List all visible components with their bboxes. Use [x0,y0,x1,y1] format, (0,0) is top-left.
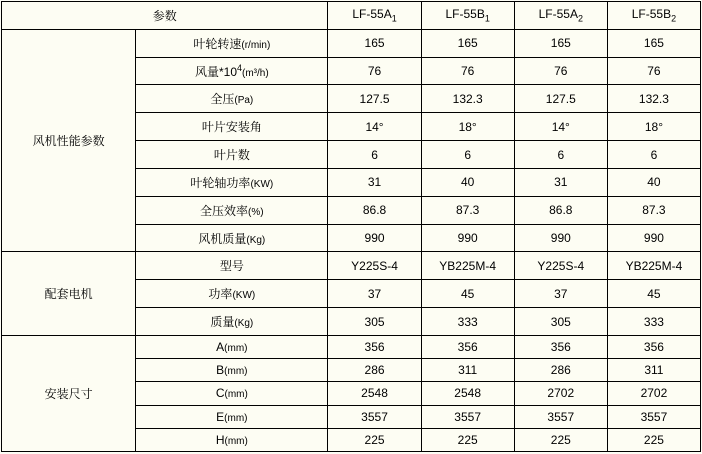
cell-value: 6 [607,141,700,169]
row-label [136,359,328,382]
group-label-3: 安装尺寸 [2,335,136,451]
header-model-1 [328,2,421,30]
row-label-unit: (Kg) [246,234,266,246]
row-label-text: 叶轮转速 [193,36,242,51]
row-label-unit: (r/min) [241,39,271,51]
cell-value: 76 [607,57,700,85]
row-label-unit: (mm) [224,343,248,355]
cell-value: 356 [328,335,421,358]
row-label-unit: (Kg) [234,318,254,330]
cell-value: 14° [514,113,607,141]
cell-value: Y225S-4 [328,252,421,280]
cell-value: 76 [328,57,421,85]
row-label [136,280,328,308]
model-subscript: 2 [671,13,677,24]
row-label-text: C [215,386,225,401]
cell-value: 132.3 [607,85,700,113]
row-label [136,113,328,141]
row-label [136,85,328,113]
cell-value: 87.3 [421,196,514,224]
row-label-unit: (KW) [250,178,274,190]
cell-value: 14° [328,113,421,141]
cell-value: 6 [421,141,514,169]
cell-value: 165 [328,29,421,57]
row-label-unit: (mm) [224,389,248,401]
cell-value: 76 [514,57,607,85]
cell-value: 165 [514,29,607,57]
table-row [2,29,701,57]
row-label-text: A [216,340,225,355]
group-label-2: 配套电机 [2,252,136,335]
cell-value: 305 [514,308,607,336]
row-label [136,141,328,169]
cell-value: 311 [421,359,514,382]
row-label-text: B [216,363,225,378]
cell-value: 31 [328,168,421,196]
cell-value: 2702 [607,382,700,405]
model-subscript: 1 [391,13,397,24]
cell-value: 990 [328,224,421,252]
row-label-text: H [215,432,225,447]
cell-value: YB225M-4 [607,252,700,280]
cell-value: 356 [514,335,607,358]
row-label [136,335,328,358]
cell-value: 6 [328,141,421,169]
row-label-text: E [216,409,225,424]
cell-value: YB225M-4 [421,252,514,280]
cell-value: 87.3 [607,196,700,224]
cell-value: 45 [421,280,514,308]
cell-value: 3557 [514,405,607,428]
header-model-4 [607,2,700,30]
cell-value: 132.3 [421,85,514,113]
cell-value: 356 [607,335,700,358]
cell-value: 31 [514,168,607,196]
row-label-text: 风机质量 [198,231,247,246]
row-label-text: 叶片安装角 [201,120,262,135]
row-label [136,252,328,280]
cell-value: 40 [421,168,514,196]
cell-value: 37 [514,280,607,308]
cell-value: 3557 [421,405,514,428]
cell-value: 286 [514,359,607,382]
cell-value: 86.8 [328,196,421,224]
row-label [136,428,328,451]
header-parameter-label: 参数 [2,2,328,30]
cell-value: 225 [421,428,514,451]
cell-value: 37 [328,280,421,308]
row-label-unit: (KW) [232,290,256,302]
row-label-unit: (mm) [224,412,248,424]
row-label-text: 叶轮轴功率 [190,175,251,190]
table-row [2,252,701,280]
cell-value: 86.8 [514,196,607,224]
cell-value: 356 [421,335,514,358]
cell-value: 18° [421,113,514,141]
cell-value: 2702 [514,382,607,405]
row-label-text: 质量 [210,315,235,330]
cell-value: 3557 [607,405,700,428]
row-label-unit: (mm) [224,435,248,447]
row-label [136,168,328,196]
cell-value: 225 [607,428,700,451]
row-label-text: 风量*10 [194,64,237,79]
cell-value: Y225S-4 [514,252,607,280]
cell-value: 76 [421,57,514,85]
cell-value: 225 [514,428,607,451]
row-label-text: 全压 [210,92,235,107]
model-base: LF-55B [445,7,485,22]
row-label-exponent: 4 [237,62,243,73]
row-label [136,308,328,336]
row-label-text: 功率 [208,287,233,302]
cell-value: 127.5 [514,85,607,113]
cell-value: 311 [607,359,700,382]
cell-value: 2548 [328,382,421,405]
model-subscript: 1 [484,13,490,24]
cell-value: 333 [421,308,514,336]
cell-value: 165 [607,29,700,57]
cell-value: 45 [607,280,700,308]
model-base: LF-55B [631,7,672,22]
row-label-unit: (m³/h) [242,67,269,79]
table-header-row [2,2,701,30]
cell-value: 990 [607,224,700,252]
row-label [136,224,328,252]
cell-value: 333 [607,308,700,336]
cell-value: 18° [607,113,700,141]
cell-value: 127.5 [328,85,421,113]
row-label-text: 型号 [219,259,244,274]
model-base: LF-55A [538,7,578,22]
cell-value: 990 [421,224,514,252]
table-row [2,335,701,358]
cell-value: 2548 [421,382,514,405]
row-label [136,382,328,405]
row-label-text: 全压效率 [200,203,249,218]
group-label-1: 风机性能参数 [2,29,136,252]
model-base: LF-55A [352,7,392,22]
fan-specification-table [1,1,701,452]
header-model-3 [514,2,607,30]
row-label-unit: (%) [248,206,264,218]
cell-value: 165 [421,29,514,57]
row-label [136,29,328,57]
row-label-text: 叶片数 [213,148,250,163]
cell-value: 6 [514,141,607,169]
row-label [136,196,328,224]
cell-value: 40 [607,168,700,196]
cell-value: 990 [514,224,607,252]
cell-value: 225 [328,428,421,451]
row-label-unit: (mm) [224,366,248,378]
row-label [136,57,328,85]
row-label-unit: (Pa) [234,95,254,107]
header-model-2 [421,2,514,30]
cell-value: 305 [328,308,421,336]
cell-value: 3557 [328,405,421,428]
cell-value: 286 [328,359,421,382]
row-label [136,405,328,428]
model-subscript: 2 [577,13,583,24]
